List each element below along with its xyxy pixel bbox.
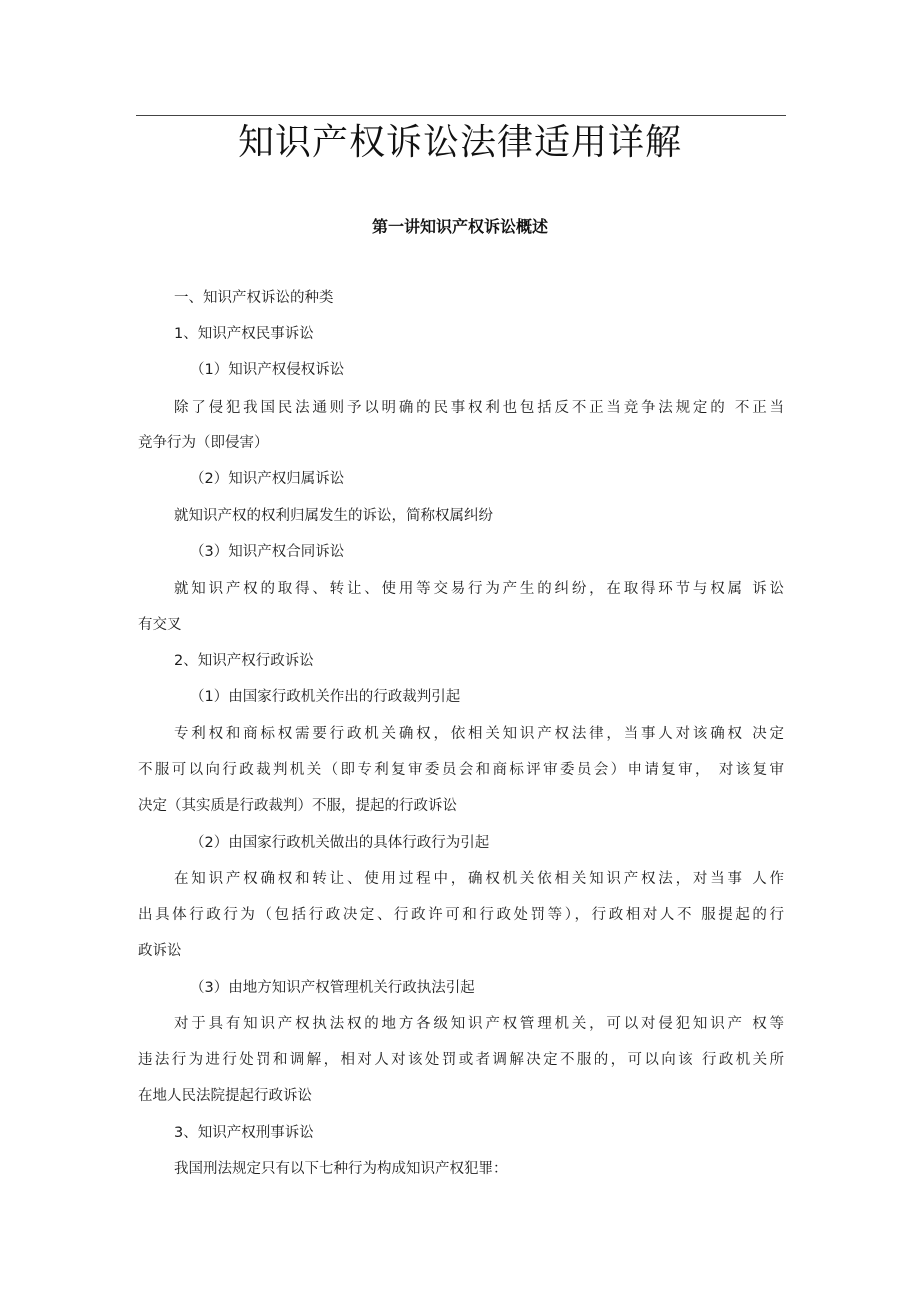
item-heading: （1）知识产权侵权诉讼 (190, 362, 345, 378)
document-title: 知识产权诉讼法律适用详解 (237, 122, 682, 163)
paragraph-line: 我国刑法规定只有以下七种行为构成知识产权犯罪： (174, 1161, 508, 1177)
paragraph-line: 专利权和商标权需要行政机关确权，依相关知识产权法律，当事人对该确权 决定 (174, 726, 784, 742)
item-heading: （2）知识产权归属诉讼 (190, 471, 345, 487)
paragraph-line: 不服可以向行政裁判机关（即专利复审委员会和商标评审委员会）申请复审， 对该复审 (138, 762, 784, 778)
header-rule (136, 115, 786, 116)
paragraph-line: 出具体行政行为（包括行政决定、行政许可和行政处罚等），行政相对人不 服提起的行 (138, 907, 784, 923)
paragraph-line: 就知识产权的权利归属发生的诉讼，简称权属纠纷 (174, 508, 493, 524)
paragraph-line: 除了侵犯我国民法通则予以明确的民事权利也包括反不正当竞争法规定的 不正当 (174, 400, 784, 416)
subsection-heading: 2、知识产权行政诉讼 (174, 653, 314, 669)
paragraph-line: 在地人民法院提起行政诉讼 (138, 1088, 312, 1104)
item-heading: （3）由地方知识产权管理机关行政执法引起 (190, 980, 475, 996)
subsection-heading: 1、知识产权民事诉讼 (174, 326, 314, 342)
lecture-heading: 第一讲知识产权诉讼概述 (371, 217, 548, 236)
item-heading: （2）由国家行政机关做出的具体行政行为引起 (190, 835, 490, 851)
paragraph-line: 有交叉 (138, 617, 182, 633)
item-heading: （1）由国家行政机关作出的行政裁判引起 (190, 689, 461, 705)
paragraph-line: 就知识产权的取得、转让、使用等交易行为产生的纠纷，在取得环节与权属 诉讼 (174, 581, 784, 597)
paragraph-line: 决定（其实质是行政裁判）不服，提起的行政诉讼 (138, 798, 457, 814)
item-heading: （3）知识产权合同诉讼 (190, 544, 345, 560)
paragraph-line: 违法行为进行处罚和调解，相对人对该处罚或者调解决定不服的，可以向该 行政机关所 (138, 1052, 784, 1068)
subsection-heading: 3、知识产权刑事诉讼 (174, 1125, 314, 1141)
paragraph-line: 竞争行为（即侵害） (138, 435, 269, 451)
section-heading: 一、知识产权诉讼的种类 (174, 290, 334, 306)
paragraph-line: 政诉讼 (138, 943, 182, 959)
paragraph-line: 对于具有知识产权执法权的地方各级知识产权管理机关，可以对侵犯知识产 权等 (174, 1016, 784, 1032)
paragraph-line: 在知识产权确权和转让、使用过程中，确权机关依相关知识产权法，对当事 人作 (174, 871, 784, 887)
